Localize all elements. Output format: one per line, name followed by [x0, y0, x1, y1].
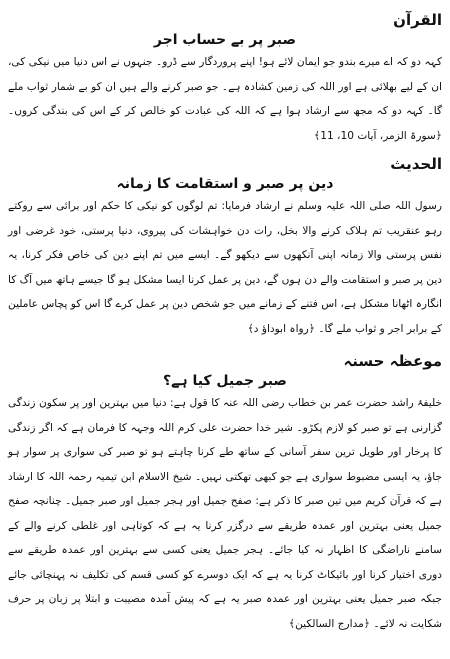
- mauiza-section: [8, 351, 442, 636]
- quran-reference: ﴿سورۃ الزمر، آیات 10، 11﴾: [313, 129, 442, 142]
- hadith-subheading: دین پر صبر و استقامت کا زمانہ: [116, 176, 334, 192]
- mauiza-subheading: صبر جمیل کیا ہے؟: [163, 373, 287, 389]
- mauiza-reference: ﴿مدارج السالکین﴾: [288, 617, 371, 630]
- quran-subheading: صبر پر بے حساب اجر: [153, 32, 297, 48]
- quran-text: [8, 50, 442, 148]
- hadith-text: [8, 194, 442, 341]
- hadith-heading: الحدیث: [390, 155, 442, 173]
- quran-text-body: کہہ دو کہ اے میرے بندو جو ایمان لائے ہو! اپنے پروردگار سے ڈرو۔ جنہوں نے اس دنیا میں نیکی کی، ان کے لیے بھلائی ہے اور اللہ کی زمین کشادہ ہے۔ جو صبر کرنے والے ہیں ان کو بے شمار ثواب ملے گا۔ کہہ دو کہ مجھ سے ارشاد ہوا ہے کہ اللہ کی عبادت کو خالص کر کے اس کی بندگی کروں۔: [8, 56, 442, 117]
- hadith-text-body: رسول اللہ صلی اللہ علیہ وسلم نے ارشاد فرمایا: تم لوگوں کو نیکی کا حکم اور برائی سے روکتے رہو عنقریب تم ہلاک کرنے والا بخل، رات دن خواہشات کی پیروی، دنیا پرستی، خود غرضی اور نفس پرستی والا زمانہ اپنی آنکھوں سے دیکھو گے۔ ایسے میں تم اپنے دین کی خاص فکر کرنا، یہ دین پر صبر و استقامت والے دن ہوں گے، دین پر عمل کرنا ایسا مشکل ہو گا جیسے ہاتھ میں آگ کا انگارہ اٹھانا مشکل ہے، اس فتنے کے زمانے میں جو شخص دین پر عمل کرے گا اس کو پچاس عاملین کے برابر اجر و ثواب ملے گا۔: [8, 200, 442, 335]
- mauiza-text: [8, 391, 442, 636]
- hadith-section: [8, 154, 442, 341]
- quran-section: [8, 10, 442, 148]
- mauiza-text-body: خلیفۂ راشد حضرت عمر بن خطاب رضی اللہ عنہ کا قول ہے: دنیا میں بہترین اور پر سکون زندگی گزارنی ہے تو صبر کو لازم پکڑو۔ شیر خدا حضرت علی کرم اللہ وجہہ کا فرمان ہے کہ اگر زندگی کا پرخار اور طویل ترین سفر آسانی کے ساتھ طے کرنا چاہتے ہو تو صبر کی سواری پر سوار ہو جاؤ، یہ ایسی مضبوط سواری ہے جو کبھی تھکتی نہیں۔ شیخ الاسلام ابن تیمیہ رحمہ اللہ کا ارشاد ہے کہ قرآن کریم میں تین صبر کا ذکر ہے: صفح جمیل اور ہجر جمیل اور صبر جمیل۔ چنانچہ صفح جمیل یعنی بہترین اور عمدہ طریقے سے درگزر کرنا یہ ہے کہ کوتاہی اور غلطی کرنے والے کے سامنے ناراضگی کا اظہار نہ کیا جائے۔ ہجر جمیل یعنی کسی سے بہترین اور عمدہ طریقے سے دوری اختیار کرنا اور بائیکاٹ کرنا یہ ہے کہ ایک دوسرے کو کسی قسم کی تکلیف نہ پہنچائی جائے جبکہ صبر جمیل یعنی بہترین اور عمدہ صبر یہ ہے کہ پیش آمدہ مصیبت و ابتلا پر زبان پر حرف شکایت نہ لائے۔: [8, 397, 442, 630]
- quran-heading: القرآن: [393, 11, 442, 29]
- mauiza-heading: موعظہ حسنہ: [343, 352, 442, 370]
- hadith-reference: ﴿رواہ ابوداؤ د﴾: [247, 322, 315, 335]
